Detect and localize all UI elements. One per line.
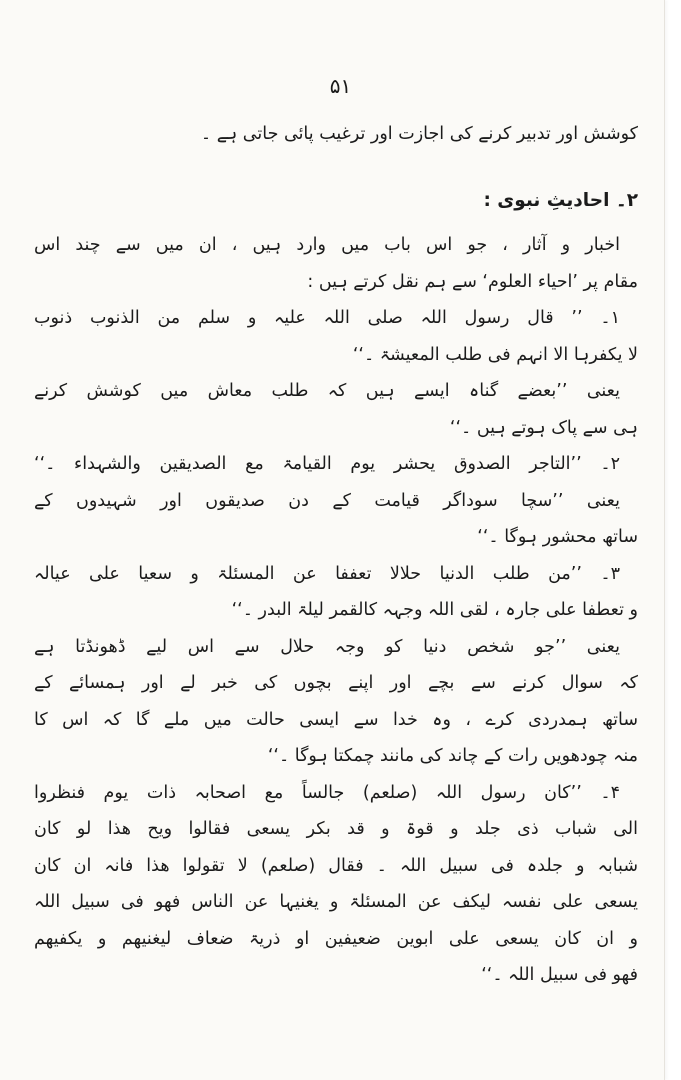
hadith-arabic-line: الی شباب ذی جلد و قوۃ و قد بکر یسعی فقالوا ویح ھذا لو کان <box>34 819 638 839</box>
hadith-arabic-line: ۴۔ ’’کان رسول اللہ (صلعم) جالساً مع اصحابہ ذات یوم فنظروا <box>34 782 620 803</box>
hadith-arabic-line: ۱۔ ’’ قال رسول اللہ صلی اللہ علیہ و سلم من الذنوب ذنوب <box>34 308 620 328</box>
spacer <box>34 153 638 183</box>
hadith-urdu-line: یعنی ’’بعضے گناہ ایسے ہیں کہ طلب معاش میں کوشش کرنے <box>34 381 620 401</box>
page-number: ۵۱ <box>329 74 352 98</box>
hadith-arabic-line: ۳۔ ’’من طلب الدنیا حلالا تعففا عن المسئلۃ و سعیا علی عیالہ <box>34 563 620 584</box>
hadith-urdu-line: یعنی ’’سچا سوداگر قیامت کے دن صدیقوں اور شہیدوں کے <box>34 490 620 511</box>
hadith-arabic-line: شبابہ و جلدہ فی سبیل اللہ ۔ فقال (صلعم) لا تقولوا ھذا فانہ ان کان <box>34 855 638 876</box>
hadith-urdu-line: یعنی ’’جو شخص دنیا کو وجہ حلال سے اس لیے ڈھونڈتا ہے <box>34 636 620 657</box>
hadith-urdu-line: کہ سوال کرنے سے بچے اور اپنے بچوں کی خبر لے اور ہمسائے کے <box>34 673 638 693</box>
hadith-arabic-line: فھو فی سبیل اللہ ۔‘‘ <box>481 965 638 985</box>
hadith-urdu-line: منہ چودھویں رات کے چاند کی مانند چمکتا ہوگا ۔‘‘ <box>267 746 638 766</box>
section-intro-line: اخبار و آثار ، جو اس باب میں وارد ہیں ، ان میں سے چند اس <box>34 235 620 255</box>
hadith-arabic-line: یسعی علی نفسہ لیکف عن المسئلۃ و یغنیہا عن الناس فھو فی سبیل اللہ <box>34 892 638 912</box>
hadith-arabic-line: و تعطفا علی جارہ ، لقی اللہ وجہہ کالقمر لیلۃ البدر ۔‘‘ <box>231 600 638 620</box>
section-heading: ۲۔ احادیثِ نبوی : <box>483 189 638 211</box>
hadith-arabic-line: ۲۔ ’’التاجر الصدوق یحشر یوم القیامۃ مع الصدیقین والشہداء ۔‘‘ <box>34 454 620 474</box>
hadith-urdu-line: ساتھ ہمدردی کرے ، وہ خدا سے ایسی حالت میں ملے گا کہ اس کا <box>34 709 638 730</box>
intro-line: کوشش اور تدبیر کرنے کی اجازت اور ترغیب پائی جاتی ہے ۔ <box>200 124 638 144</box>
hadith-arabic-line: لا یکفرہا الا انہم فی طلب المعیشۃ ۔‘‘ <box>352 344 638 365</box>
hadith-arabic-line: و ان کان یسعی علی ابوین ضعیفین او ذریۃ ضعاف لیغنیھم و یکفیھم <box>34 928 638 949</box>
page-body <box>34 116 638 994</box>
hadith-urdu-line: ساتھ محشور ہوگا ۔‘‘ <box>477 527 638 547</box>
hadith-urdu-line: ہی سے پاک ہوتے ہیں ۔‘‘ <box>449 417 638 438</box>
section-intro-line: مقام پر ’احیاء العلوم‘ سے ہم نقل کرتے ہیں : <box>307 271 638 292</box>
